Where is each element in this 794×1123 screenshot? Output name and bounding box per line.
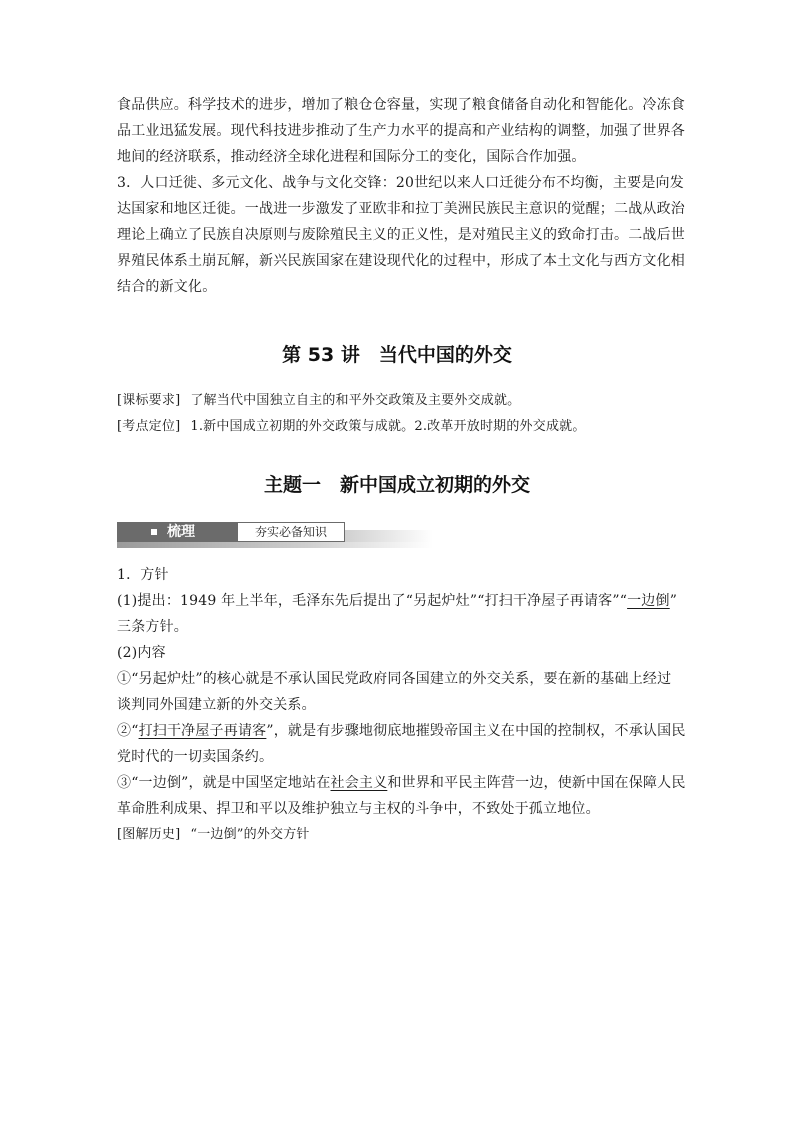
content3-line2: 革命胜利成果、捍卫和平以及维护独立与主权的斗争中，不致处于孤立地位。 xyxy=(117,801,600,817)
intro-line: 品工业迅猛发展。现代科技进步推动了生产力水平的提高和产业结构的调整，加强了世界各 xyxy=(117,123,685,139)
intro-line: 食品供应。科学技术的进步，增加了粮仓仓容量，实现了粮食储备自动化和智能化。冷冻食 xyxy=(117,97,685,113)
intro-line: 界殖民体系土崩瓦解，新兴民族国家在建设现代化的过程中，形成了本土文化与西方文化相 xyxy=(117,253,685,269)
point1-line2: 三条方针。 xyxy=(117,619,188,635)
square-bullet-icon xyxy=(151,529,157,535)
content2-line2: 党时代的一切卖国条约。 xyxy=(117,749,274,765)
intro-line: 理论上确立了民族自决原则与废除殖民主义的正义性，是对殖民主义的致命打击。二战后世 xyxy=(117,227,685,243)
standards-tag: [课标要求] xyxy=(117,393,181,408)
diagram-tag: [图解历史] xyxy=(117,827,181,842)
banner-light-label: 夯实必备知识 xyxy=(237,522,345,542)
section1-heading: 1．方针 xyxy=(117,567,169,583)
content2-line1: ②“打扫干净屋子再请客”，就是有步骤地彻底地摧毁帝国主义在中国的控制权，不承认国民 xyxy=(117,723,686,739)
exam-focus-text: 1.新中国成立初期的外交政策与成就。2.改革开放时期的外交成就。 xyxy=(190,419,586,434)
point1-line1: (1)提出：1949 年上半年，毛泽东先后提出了“另起炉灶”“打扫干净屋子再请客”“一边倒” xyxy=(117,593,678,609)
underlined-term: 社会主义 xyxy=(330,775,388,791)
standards-text: 了解当代中国独立自主的和平外交政策及主要外交成就。 xyxy=(190,393,521,408)
topic-title: 主题一 新中国成立初期的外交 xyxy=(263,474,530,496)
standards-block xyxy=(117,388,677,440)
intro-line: 结合的新文化。 xyxy=(117,279,217,295)
intro-paragraph xyxy=(117,92,685,300)
intro-line: 达国家和地区迁徙。一战进一步激发了亚欧非和拉丁美洲民族民主意识的觉醒；二战从政治 xyxy=(117,201,685,217)
underlined-term: 一边倒 xyxy=(627,593,670,609)
content1-line2: 谈判同外国建立新的外交关系。 xyxy=(117,697,316,713)
underlined-term: 打扫干净屋子再请客 xyxy=(138,723,267,739)
content1-line1: ①“另起炉灶”的核心就是不承认国民党政府同各国建立的外交关系，要在新的基础上经过 xyxy=(117,671,672,687)
diagram-text: “一边倒”的外交方针 xyxy=(190,827,310,842)
point2-heading: (2)内容 xyxy=(117,645,166,661)
standards-line xyxy=(117,388,677,414)
banner-dark-text: 梳理 xyxy=(167,524,195,540)
banner-underline xyxy=(117,542,433,548)
section1-content xyxy=(117,562,686,848)
banner-dark-label xyxy=(117,522,237,542)
banner-fade xyxy=(345,530,433,542)
intro-line: 3．人口迁徙、多元文化、战争与文化交锋：20世纪以来人口迁徙分布不均衡，主要是向发 xyxy=(117,175,684,191)
intro-line: 地间的经济联系，推动经济全球化进程和国际分工的变化，国际合作加强。 xyxy=(117,149,586,165)
content3-line1: ③“一边倒”，就是中国坚定地站在社会主义和世界和平民主阵营一边，使新中国在保障人民 xyxy=(117,775,686,791)
diagram-caption xyxy=(117,822,677,848)
exam-focus-line xyxy=(117,414,677,440)
section-banner xyxy=(117,522,433,548)
lecture-title: 第 53 讲 当代中国的外交 xyxy=(282,344,512,366)
exam-focus-tag: [考点定位] xyxy=(117,419,181,434)
